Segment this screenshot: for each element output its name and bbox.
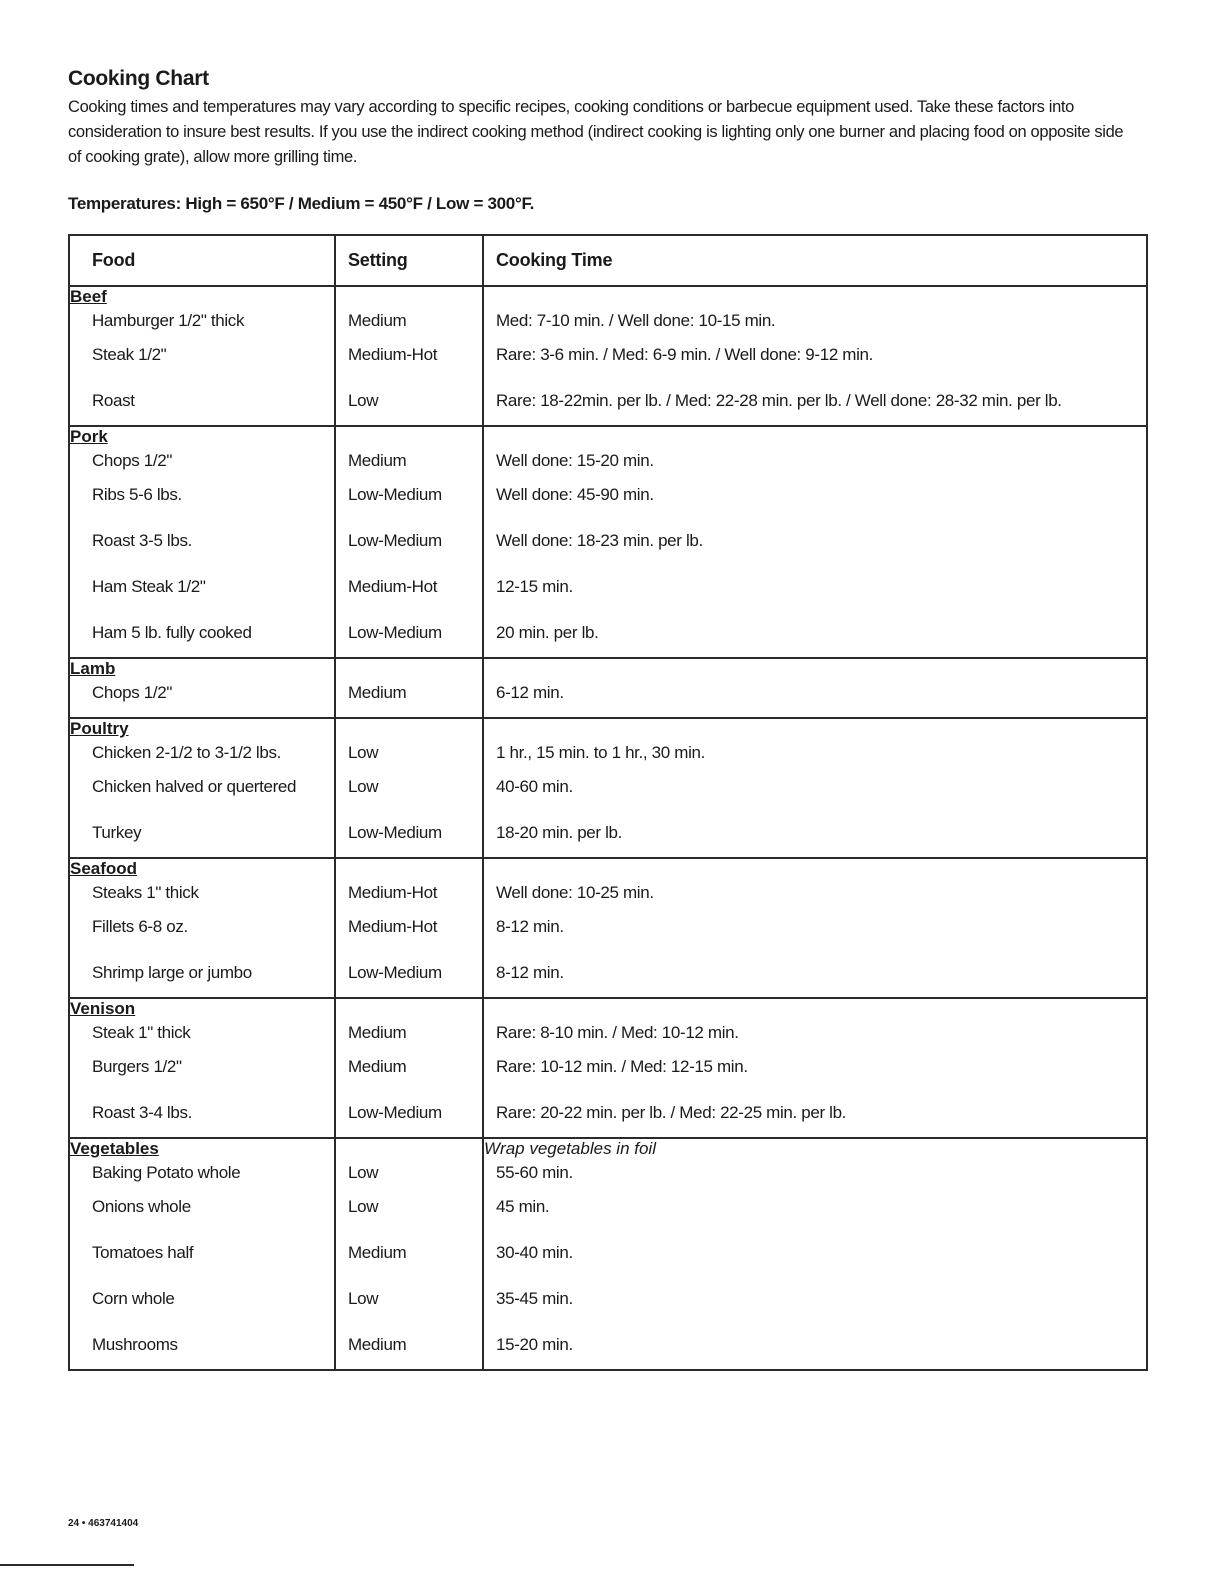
table-row <box>69 1287 1147 1333</box>
header-cooking-time: Cooking Time <box>483 235 1147 286</box>
group-note <box>483 718 1147 741</box>
table-row <box>69 343 1147 389</box>
table-row <box>69 681 1147 718</box>
group-heading-setting-blank <box>335 286 483 309</box>
food-cell: Fillets 6-8 oz. <box>69 915 335 961</box>
cooking-time-cell: 15-20 min. <box>483 1333 1147 1370</box>
table-row <box>69 529 1147 575</box>
food-cell: Ribs 5-6 lbs. <box>69 483 335 529</box>
food-cell: Turkey <box>69 821 335 858</box>
food-cell: Hamburger 1/2" thick <box>69 309 335 343</box>
table-row <box>69 575 1147 621</box>
cooking-time-cell: Well done: 10-25 min. <box>483 881 1147 915</box>
setting-cell: Low-Medium <box>335 529 483 575</box>
setting-cell: Medium-Hot <box>335 915 483 961</box>
table-header-row <box>69 235 1147 286</box>
food-cell: Burgers 1/2" <box>69 1055 335 1101</box>
food-group-5 <box>69 998 1147 1138</box>
group-name: Venison <box>69 998 335 1021</box>
setting-cell: Low <box>335 1195 483 1241</box>
cooking-time-cell: 1 hr., 15 min. to 1 hr., 30 min. <box>483 741 1147 775</box>
group-heading-setting-blank <box>335 858 483 881</box>
cooking-time-cell: 40-60 min. <box>483 775 1147 821</box>
setting-cell: Medium <box>335 1333 483 1370</box>
group-heading-setting-blank <box>335 998 483 1021</box>
group-heading-setting-blank <box>335 1138 483 1161</box>
cooking-time-cell: 8-12 min. <box>483 915 1147 961</box>
table-row <box>69 621 1147 658</box>
group-heading-setting-blank <box>335 426 483 449</box>
group-note <box>483 286 1147 309</box>
group-heading-row <box>69 858 1147 881</box>
food-cell: Steak 1" thick <box>69 1021 335 1055</box>
group-note <box>483 858 1147 881</box>
table-row <box>69 1021 1147 1055</box>
cooking-time-cell: 12-15 min. <box>483 575 1147 621</box>
cooking-time-cell: Rare: 20-22 min. per lb. / Med: 22-25 min. per lb. <box>483 1101 1147 1138</box>
food-cell: Chops 1/2" <box>69 681 335 718</box>
table-row <box>69 821 1147 858</box>
food-cell: Ham Steak 1/2" <box>69 575 335 621</box>
food-group-1 <box>69 426 1147 658</box>
setting-cell: Low-Medium <box>335 1101 483 1138</box>
setting-cell: Medium-Hot <box>335 881 483 915</box>
food-cell: Corn whole <box>69 1287 335 1333</box>
group-name: Seafood <box>69 858 335 881</box>
food-cell: Onions whole <box>69 1195 335 1241</box>
group-note: Wrap vegetables in foil <box>483 1138 1147 1161</box>
food-cell: Steak 1/2" <box>69 343 335 389</box>
group-name: Poultry <box>69 718 335 741</box>
group-name: Beef <box>69 286 335 309</box>
setting-cell: Low <box>335 1161 483 1195</box>
table-row <box>69 961 1147 998</box>
table-row <box>69 1241 1147 1287</box>
table-row <box>69 1333 1147 1370</box>
group-name: Lamb <box>69 658 335 681</box>
cooking-time-cell: Rare: 10-12 min. / Med: 12-15 min. <box>483 1055 1147 1101</box>
food-cell: Chops 1/2" <box>69 449 335 483</box>
table-row <box>69 1101 1147 1138</box>
table-row <box>69 915 1147 961</box>
group-name: Vegetables <box>69 1138 335 1161</box>
cooking-time-cell: 55-60 min. <box>483 1161 1147 1195</box>
group-heading-row <box>69 286 1147 309</box>
food-cell: Mushrooms <box>69 1333 335 1370</box>
table-row <box>69 741 1147 775</box>
table-row <box>69 483 1147 529</box>
food-cell: Tomatoes half <box>69 1241 335 1287</box>
setting-cell: Medium <box>335 681 483 718</box>
setting-cell: Low <box>335 389 483 426</box>
cooking-time-cell: 18-20 min. per lb. <box>483 821 1147 858</box>
page-title: Cooking Chart <box>68 67 209 90</box>
food-cell: Chicken 2-1/2 to 3-1/2 lbs. <box>69 741 335 775</box>
group-name: Pork <box>69 426 335 449</box>
cooking-time-cell: Rare: 3-6 min. / Med: 6-9 min. / Well done: 9-12 min. <box>483 343 1147 389</box>
cooking-time-cell: Well done: 18-23 min. per lb. <box>483 529 1147 575</box>
cooking-time-cell: 45 min. <box>483 1195 1147 1241</box>
cooking-time-cell: Rare: 18-22min. per lb. / Med: 22-28 min. per lb. / Well done: 28-32 min. per lb. <box>483 389 1147 426</box>
setting-cell: Medium-Hot <box>335 575 483 621</box>
food-cell: Ham 5 lb. fully cooked <box>69 621 335 658</box>
setting-cell: Medium <box>335 1021 483 1055</box>
group-heading-row <box>69 718 1147 741</box>
group-heading-row <box>69 426 1147 449</box>
group-note <box>483 658 1147 681</box>
group-heading-row <box>69 1138 1147 1161</box>
food-cell: Chicken halved or quertered <box>69 775 335 821</box>
table-row <box>69 881 1147 915</box>
table-row <box>69 775 1147 821</box>
group-heading-row <box>69 998 1147 1021</box>
cooking-time-cell: Rare: 8-10 min. / Med: 10-12 min. <box>483 1021 1147 1055</box>
cooking-time-cell: 35-45 min. <box>483 1287 1147 1333</box>
setting-cell: Medium <box>335 309 483 343</box>
food-cell: Shrimp large or jumbo <box>69 961 335 998</box>
cooking-time-cell: 8-12 min. <box>483 961 1147 998</box>
setting-cell: Low-Medium <box>335 961 483 998</box>
setting-cell: Medium-Hot <box>335 343 483 389</box>
food-group-2 <box>69 658 1147 718</box>
cooking-time-cell: 30-40 min. <box>483 1241 1147 1287</box>
food-group-3 <box>69 718 1147 858</box>
food-cell: Roast 3-4 lbs. <box>69 1101 335 1138</box>
setting-cell: Medium <box>335 1055 483 1101</box>
group-note <box>483 426 1147 449</box>
food-cell: Roast 3-5 lbs. <box>69 529 335 575</box>
food-group-6 <box>69 1138 1147 1370</box>
page-footer: 24 • 463741404 <box>68 1518 139 1529</box>
cooking-chart-table <box>68 234 1148 1371</box>
group-heading-row <box>69 658 1147 681</box>
edge-mark <box>0 1564 134 1566</box>
cooking-time-cell: 20 min. per lb. <box>483 621 1147 658</box>
group-heading-setting-blank <box>335 718 483 741</box>
group-heading-setting-blank <box>335 658 483 681</box>
table-row <box>69 1161 1147 1195</box>
table-row <box>69 449 1147 483</box>
cooking-time-cell: Well done: 15-20 min. <box>483 449 1147 483</box>
food-group-4 <box>69 858 1147 998</box>
table-row <box>69 1195 1147 1241</box>
temperatures-line: Temperatures: High = 650°F / Medium = 450°F / Low = 300°F. <box>68 194 535 213</box>
setting-cell: Low <box>335 775 483 821</box>
food-cell: Baking Potato whole <box>69 1161 335 1195</box>
table-row <box>69 389 1147 426</box>
table-row <box>69 309 1147 343</box>
food-cell: Roast <box>69 389 335 426</box>
cooking-chart-page <box>68 66 1146 1354</box>
cooking-time-cell: Med: 7-10 min. / Well done: 10-15 min. <box>483 309 1147 343</box>
setting-cell: Medium <box>335 449 483 483</box>
food-cell: Steaks 1" thick <box>69 881 335 915</box>
group-note <box>483 998 1147 1021</box>
setting-cell: Medium <box>335 1241 483 1287</box>
setting-cell: Low <box>335 1287 483 1333</box>
cooking-time-cell: Well done: 45-90 min. <box>483 483 1147 529</box>
setting-cell: Low-Medium <box>335 621 483 658</box>
header-food: Food <box>69 235 335 286</box>
food-group-0 <box>69 286 1147 426</box>
table-row <box>69 1055 1147 1101</box>
intro-paragraph: Cooking times and temperatures may vary according to specific recipes, cooking conditions or barbecue equipment used. Take these factors into consideration to insure best results. If you use the indirect cooking method (indirect cooking is lighting only one burner and placing food on opposite side of cooking grate), allow more grilling time. <box>68 98 1124 166</box>
setting-cell: Low <box>335 741 483 775</box>
setting-cell: Low-Medium <box>335 821 483 858</box>
setting-cell: Low-Medium <box>335 483 483 529</box>
cooking-time-cell: 6-12 min. <box>483 681 1147 718</box>
header-setting: Setting <box>335 235 483 286</box>
